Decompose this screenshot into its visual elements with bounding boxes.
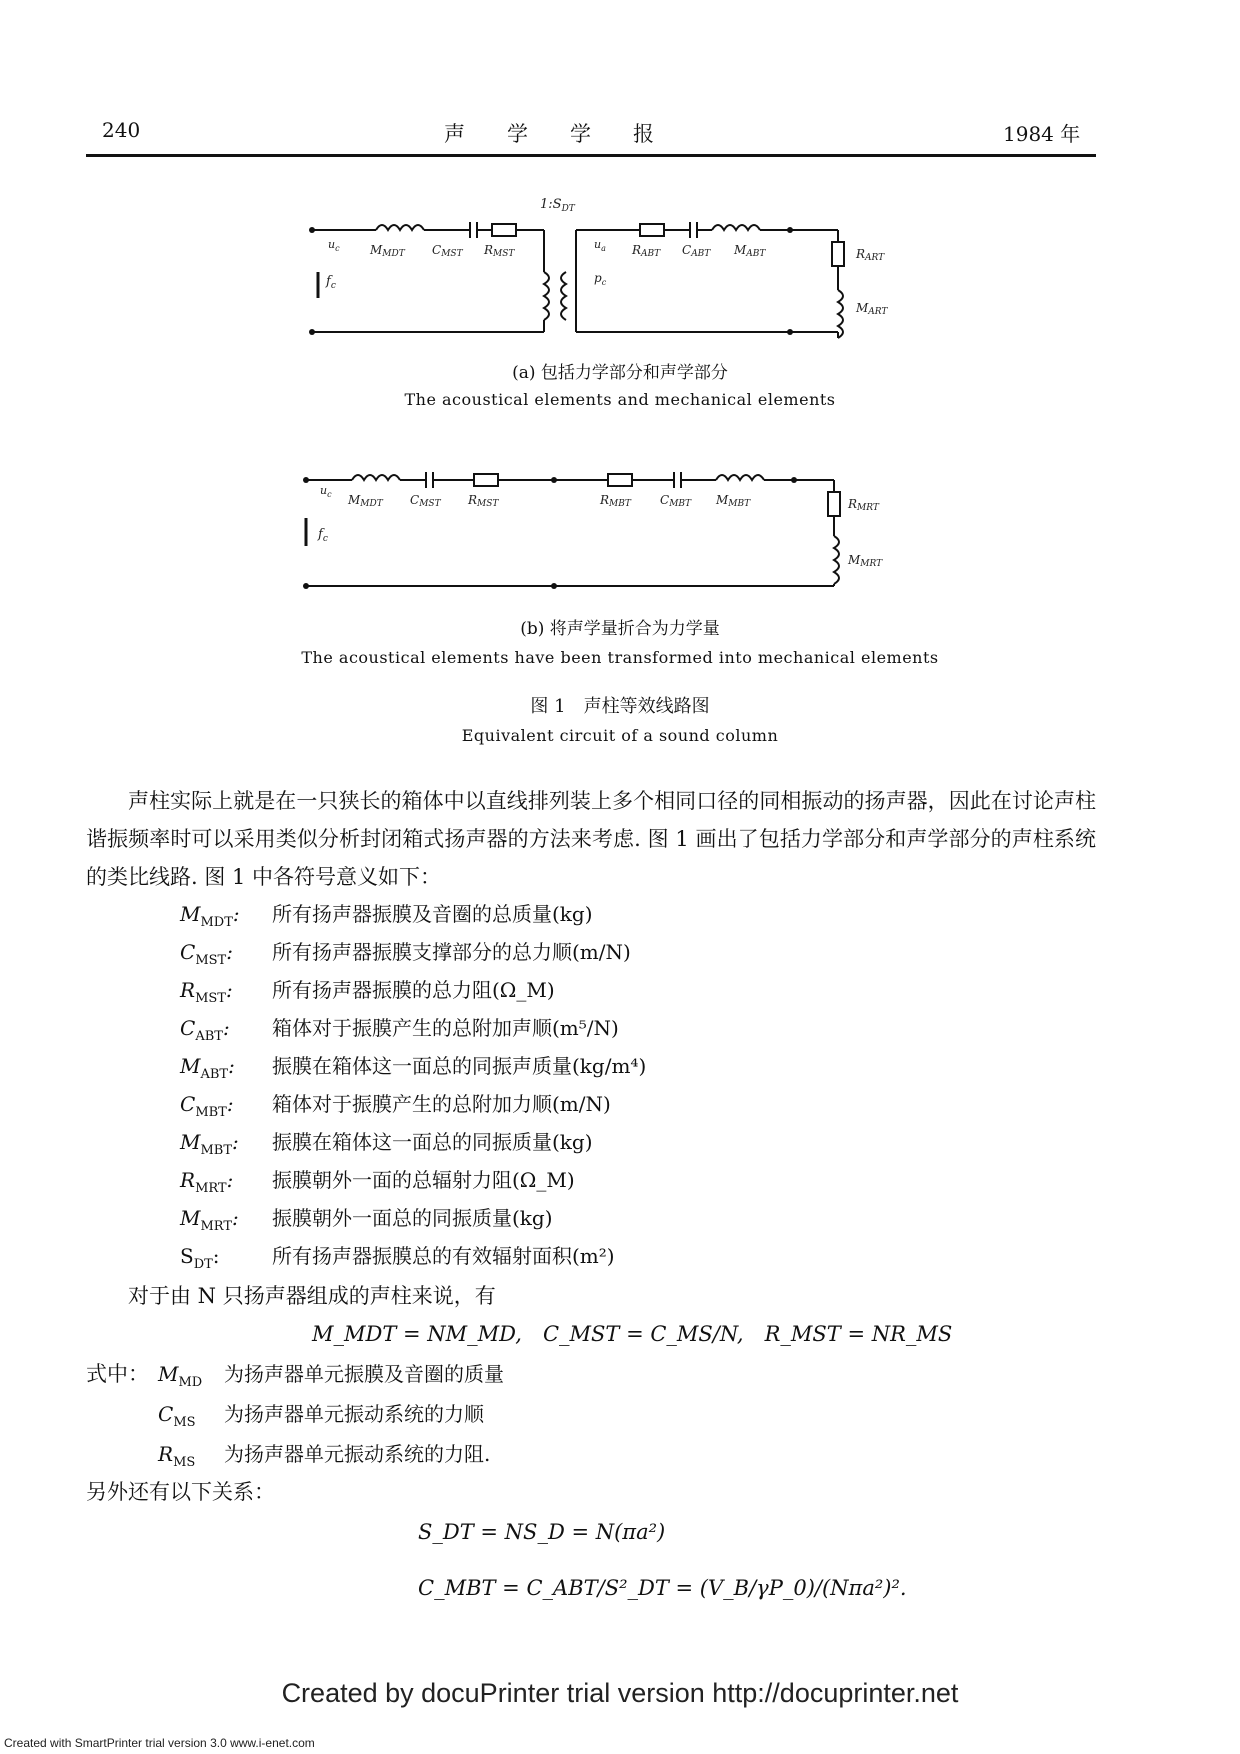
symbol-item: $M_{MDT}$: 所有扬声器振膜及音圈的总质量(kg) bbox=[180, 902, 593, 930]
symbol-list bbox=[180, 898, 880, 1272]
where-item: $R_{MS}$ 为扬声器单元振动系统的力阻. bbox=[158, 1442, 491, 1470]
figure-b-caption-zh: (b) 将声学量折合为力学量 bbox=[520, 619, 720, 639]
symbol-item: $R_{MST}$: 所有扬声器振膜的总力阻(Ω_M) bbox=[180, 978, 555, 1006]
svg-text:MART: MART bbox=[856, 301, 888, 317]
svg-text:CMBT: CMBT bbox=[660, 493, 692, 509]
where-item: $M_{MD}$ 为扬声器单元振膜及音圈的质量 bbox=[158, 1362, 504, 1390]
svg-text:ua: $u_a$ bbox=[594, 238, 606, 253]
svg-text:MMDT: MMDT bbox=[370, 243, 405, 259]
svg-text:CMST: CMST bbox=[432, 243, 463, 259]
svg-text:MMRT: MMRT bbox=[848, 553, 883, 569]
circuit-diagram-b bbox=[0, 460, 1240, 600]
symbol-item: $R_{MRT}$: 振膜朝外一面的总辐射力阻(Ω_M) bbox=[180, 1168, 575, 1196]
svg-text:uc: $u_c$ bbox=[320, 484, 332, 499]
symbol-item: $M_{MRT}$: 振膜朝外一面总的同振质量(kg) bbox=[180, 1206, 553, 1234]
figure-a-caption-en: The acoustical elements and mechanical elements bbox=[404, 390, 836, 409]
svg-text:fc: $f_c$ bbox=[326, 274, 336, 291]
symbol-item: $C_{MST}$: 所有扬声器振膜支撑部分的总力顺(m/N) bbox=[180, 940, 631, 968]
svg-text:1:SDT: $1:S_{DT}$ bbox=[540, 197, 575, 214]
where-list bbox=[158, 1358, 858, 1478]
figure-title-en: Equivalent circuit of a sound column bbox=[461, 726, 779, 745]
line-n-speakers: 对于由 N 只扬声器组成的声柱来说，有 bbox=[128, 1284, 496, 1308]
svg-text:RART: RART bbox=[856, 247, 885, 263]
page-number: 240 bbox=[102, 118, 141, 142]
svg-text:MABT: MABT bbox=[734, 243, 766, 259]
symbol-item: $M_{MBT}$: 振膜在箱体这一面总的同振质量(kg) bbox=[180, 1130, 593, 1158]
symbol-item: $C_{ABT}$: 箱体对于振膜产生的总附加声顺(m⁵/N) bbox=[180, 1016, 619, 1044]
where-item: $C_{MS}$ 为扬声器单元振动系统的力顺 bbox=[158, 1402, 484, 1430]
where-label: 式中： bbox=[86, 1362, 149, 1386]
header-rule bbox=[86, 154, 1096, 157]
watermark-docuprinter: Created by docuPrinter trial version http://docuprinter.net bbox=[281, 1678, 959, 1708]
watermark-smartprinter: Created with SmartPrinter trial version 3.0 www.i-enet.com bbox=[4, 1736, 315, 1750]
equation-2: S_DT = NS_D = N(πa²) bbox=[418, 1520, 666, 1544]
svg-text:RMST: RMST bbox=[468, 493, 499, 509]
svg-text:RMRT: RMRT bbox=[848, 497, 879, 513]
figure-title-zh: 图 1 声柱等效线路图 bbox=[530, 696, 710, 717]
svg-text:MMDT: MMDT bbox=[348, 493, 383, 509]
svg-text:CMST: CMST bbox=[410, 493, 441, 509]
symbol-item: $C_{MBT}$: 箱体对于振膜产生的总附加力顺(m/N) bbox=[180, 1092, 611, 1120]
equation-1: M_MDT = NM_MD, C_MST = C_MS/N, R_MST = NR_MS bbox=[312, 1322, 953, 1346]
line-other-relations: 另外还有以下关系： bbox=[86, 1480, 275, 1504]
figure-b-caption-en: The acoustical elements have been transformed into mechanical elements bbox=[301, 648, 939, 667]
journal-year: 1984 年 bbox=[1003, 122, 1081, 146]
journal-title: 声 学 学 报 bbox=[444, 122, 654, 146]
svg-text:RABT: RABT bbox=[632, 243, 661, 259]
svg-text:RMST: RMST bbox=[484, 243, 515, 259]
svg-text:RMBT: RMBT bbox=[600, 493, 631, 509]
symbol-item: $S_{DT}$: 所有扬声器振膜总的有效辐射面积(m²) bbox=[180, 1244, 615, 1272]
svg-text:uc: $u_c$ bbox=[328, 238, 340, 253]
equation-3: C_MBT = C_ABT/S²_DT = (V_B/γP_0)/(Nπa²)². bbox=[418, 1576, 907, 1600]
svg-text:MMBT: MMBT bbox=[716, 493, 751, 509]
symbol-item: $M_{ABT}$: 振膜在箱体这一面总的同振声质量(kg/m⁴) bbox=[180, 1054, 647, 1082]
paragraph-1: 声柱实际上就是在一只狭长的箱体中以直线排列装上多个相同口径的同相振动的扬声器，因此在讨论声柱谐振频率时可以采用类似分析封闭箱式扬声器的方法来考虑. 图 1 画出了包括力学部分和声学部分的声柱系统的类比线路. 图 1 中各符号意义如下： bbox=[86, 789, 1096, 889]
svg-text:pc: $p_c$ bbox=[594, 271, 607, 287]
figure-a-caption-zh: (a) 包括力学部分和声学部分 bbox=[512, 363, 728, 383]
svg-text:fc: $f_c$ bbox=[318, 527, 328, 544]
svg-text:CABT: CABT bbox=[682, 243, 711, 259]
